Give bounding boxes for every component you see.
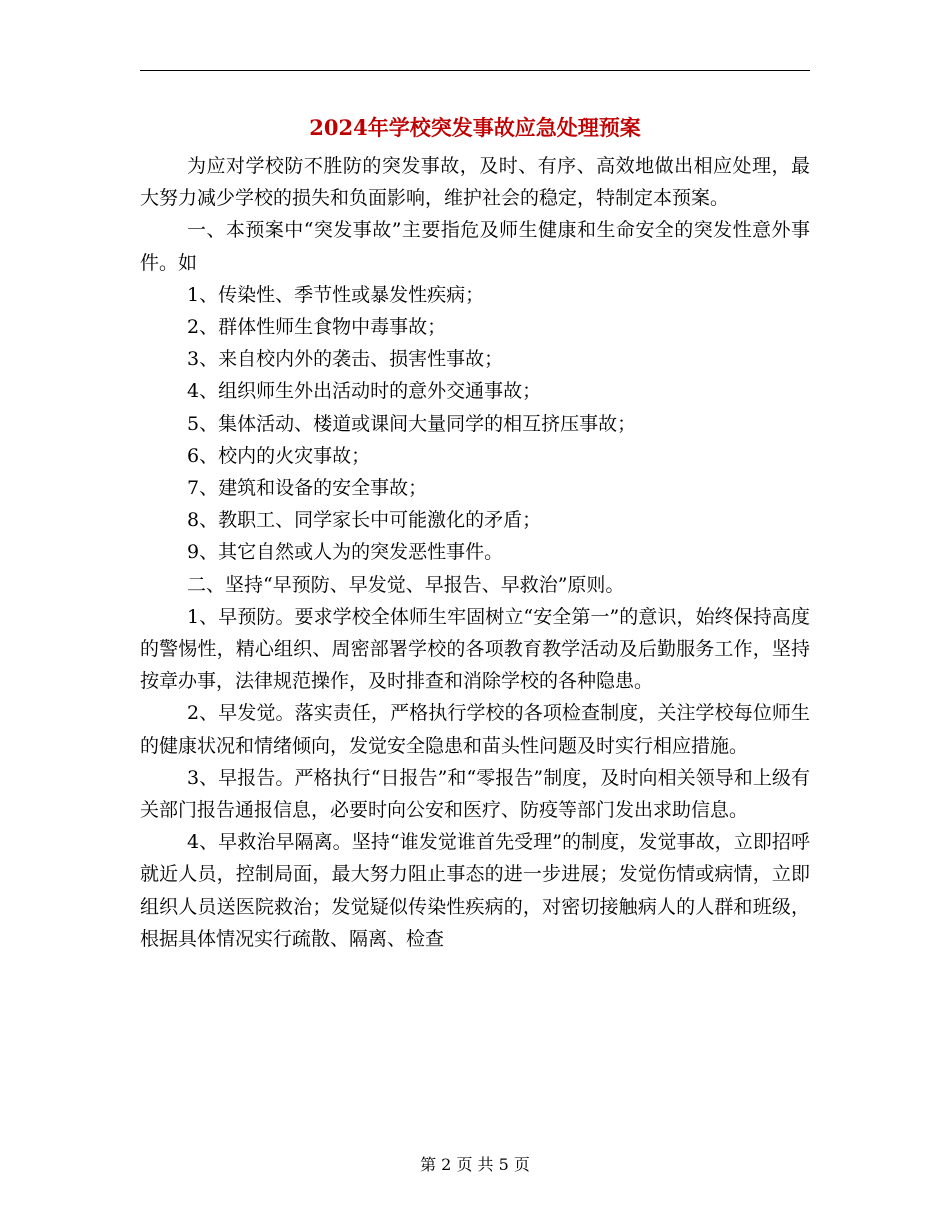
paragraph-early-report: 3、早报告。严格执行“日报告”和“零报告”制度，及时向相关领导和上级有关部门报告通报信息，必要时向公安和医疗、防疫等部门发出求助信息。 xyxy=(140,766,810,822)
paragraph-section-1: 一、本预案中“突发事故”主要指危及师生健康和生命安全的突发性意外事件。如 xyxy=(140,219,810,274)
document-title: 2024年学校突发事故应急处理预案 xyxy=(309,115,641,140)
paragraph-early-treatment: 4、早救治早隔离。坚持“谁发觉谁首先受理”的制度，发觉事故，立即招呼就近人员，控制局面，最大努力阻止事态的进一步进展；发觉伤情或病情，立即组织人员送医院救治；发觉疑似传染性疾病的，对密切接触病人的人群和班级，根据具体情况实行疏散、隔离、检查 xyxy=(140,831,810,950)
list-item: 2、群体性师生食物中毒事故； xyxy=(187,316,447,339)
list-item: 7、建筑和设备的安全事故； xyxy=(187,477,428,500)
paragraph-early-detection: 2、早发觉。落实责任，严格执行学校的各项检查制度，关注学校每位师生的健康状况和情绪倾向，发觉安全隐患和苗头性问题及时实行相应措施。 xyxy=(140,702,810,757)
list-item: 1、传染性、季节性或暴发性疾病； xyxy=(187,283,485,306)
page-number: 第 2 页 共 5 页 xyxy=(420,1155,530,1174)
list-item: 6、校内的火灾事故； xyxy=(187,444,371,467)
header-rule xyxy=(140,70,810,71)
list-item: 3、来自校内外的袭击、损害性事故； xyxy=(187,348,504,371)
list-item: 5、集体活动、楼道或课间大量同学的相互挤压事故； xyxy=(187,412,637,435)
paragraph-early-prevention: 1、早预防。要求学校全体师生牢固树立“安全第一”的意识，始终保持高度的警惕性，精心组织、周密部署学校的各项教育教学活动及后勤服务工作，坚持按章办事，法律规范操作，及时排查和消除学校的各种隐患。 xyxy=(140,605,810,693)
paragraph-section-2: 二、坚持“早预防、早发觉、早报告、早救治”原则。 xyxy=(187,573,625,596)
list-item: 4、组织师生外出活动时的意外交通事故； xyxy=(187,380,542,403)
list-item: 8、教职工、同学家长中可能激化的矛盾； xyxy=(187,509,542,532)
paragraph-intro: 为应对学校防不胜防的突发事故，及时、有序、高效地做出相应处理，最大努力减少学校的损失和负面影响，维护社会的稳定，特制定本预案。 xyxy=(140,155,810,210)
list-item: 9、其它自然或人为的突发恶性事件。 xyxy=(187,541,504,564)
document-body xyxy=(140,150,810,955)
